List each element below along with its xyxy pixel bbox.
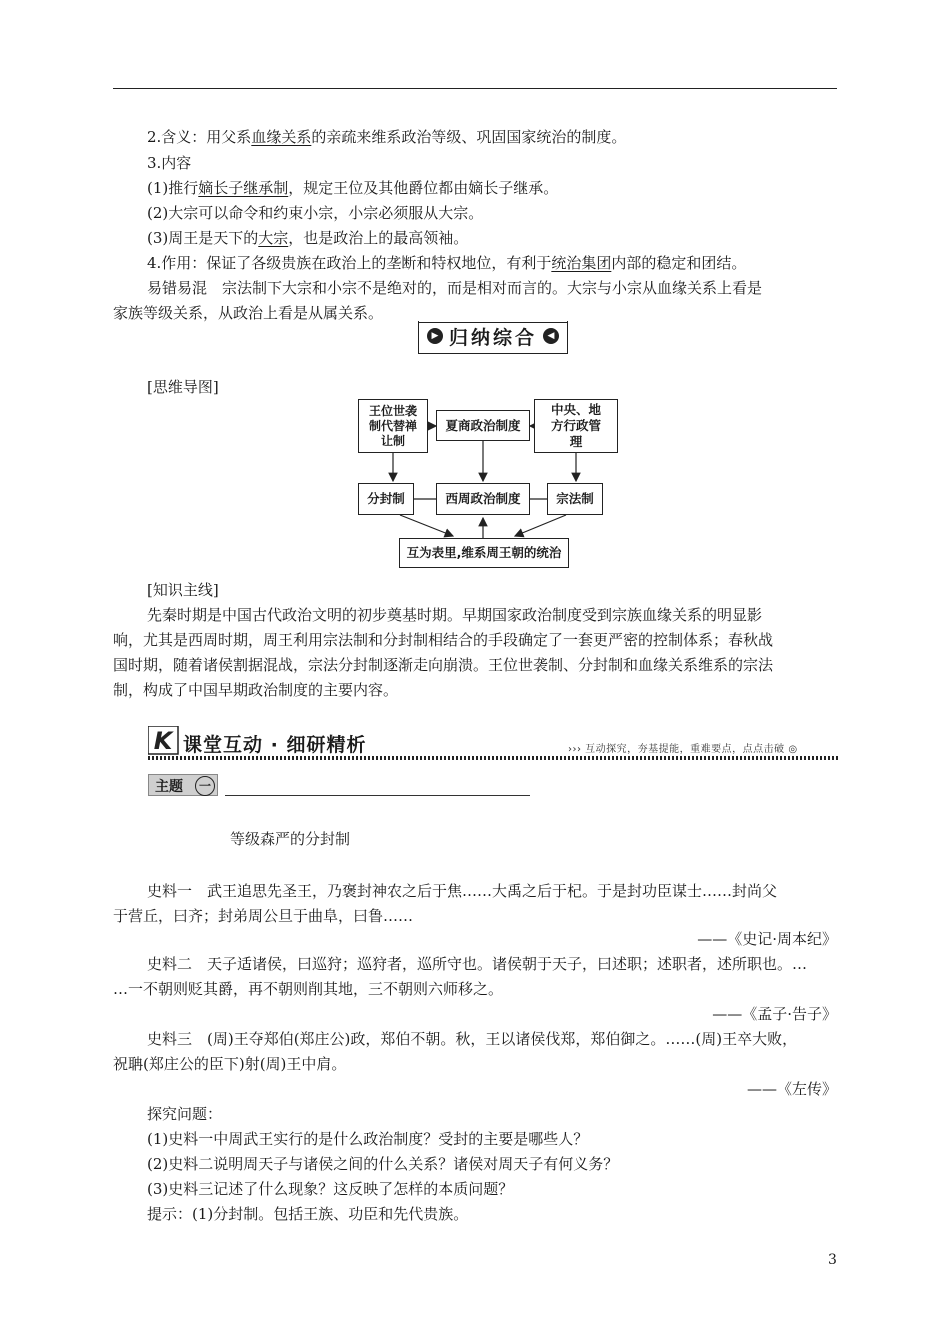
caution-line-1: 易错易混 宗法制下大宗和小宗不是绝对的，而是相对而言的。大宗与小宗从血缘关系上看是 [147, 279, 763, 297]
node-complement: 互为表里,维系周王朝的统治 [399, 538, 569, 568]
item1-prefix: (1)推行 [147, 179, 199, 197]
source-1-line-1: 史料一 武王追思先圣王，乃褒封神农之后于焦……大禹之后于杞。于是封功臣谋士……封尚父 [147, 882, 778, 900]
question-2: (2)史料二说明周天子与诸侯之间的什么关系？诸侯对周天子有何义务？ [147, 1155, 619, 1173]
section-logo-icon [148, 726, 180, 756]
knowledge-line-4: 制，构成了中国早期政治制度的主要内容。 [113, 681, 399, 699]
banner-title: 归纳综合 [448, 327, 537, 349]
theme-tag [148, 774, 218, 796]
section-title: 课堂互动 · 细研精析 [183, 734, 367, 756]
hint-line: 提示：(1)分封制。包括王族、功臣和先代贵族。 [147, 1205, 469, 1223]
source-2-line-2: …一不朝则贬其爵，再不朝则削其地，三不朝则六师移之。 [113, 980, 504, 998]
play-left-icon: ◀ [543, 328, 559, 344]
theme-number: 一 [195, 776, 215, 796]
item1-keyword: 嫡长子继承制 [198, 179, 289, 197]
knowledge-line-1: 先秦时期是中国古代政治文明的初步奠基时期。早期国家政治制度受到宗族血缘关系的明显影 [147, 606, 763, 624]
section-logo-letter: K [153, 727, 173, 755]
source-3-line-1: 史料三 (周)王夺郑伯(郑庄公)政，郑伯不朝。秋，王以诸侯伐郑，郑伯御之。……(周)王卒大败， [147, 1030, 798, 1048]
node-western-zhou: 西周政治制度 [436, 483, 530, 515]
node-fengjian: 分封制 [358, 483, 414, 515]
knowledge-line-3: 国时期，随着诸侯割据混战，宗法分封制逐渐走向崩溃。王位世袭制、分封制和血缘关系维系的宗法 [113, 656, 774, 674]
node-zongfa: 宗法制 [547, 483, 603, 515]
page-number: 3 [828, 1252, 837, 1268]
meaning-suffix: 的亲疏来维系政治等级、巩固国家统治的制度。 [311, 128, 627, 146]
arrow-n6-n7 [515, 515, 566, 536]
content-item-2: (2)大宗可以命令和约束小宗，小宗必须服从大宗。 [147, 204, 484, 222]
questions-heading: 探究问题： [147, 1105, 223, 1123]
mindmap-label: [思维导图] [147, 378, 219, 396]
content-heading: 3.内容 [147, 154, 192, 172]
play-right-icon: ▶ [427, 328, 443, 344]
effect-keyword: 统治集团 [551, 254, 612, 272]
effect-suffix: 内部的稳定和团结。 [611, 254, 747, 272]
source-2-line-1: 史料二 天子适诸侯，曰巡狩；巡狩者，巡所守也。诸侯朝于天子，曰述职；述职者，述所职也。… [147, 955, 808, 973]
source-2-citation: ——《孟子·告子》 [712, 1005, 837, 1023]
meaning-keyword: 血缘关系 [251, 128, 312, 146]
item3-keyword: 大宗 [258, 229, 289, 247]
question-1: (1)史料一中周武王实行的是什么政治制度？受封的主要是哪些人？ [147, 1130, 589, 1148]
theme-rule [225, 795, 530, 796]
question-3: (3)史料三记述了什么现象？这反映了怎样的本质问题？ [147, 1180, 514, 1198]
source-1-citation: ——《史记·周本纪》 [697, 930, 837, 948]
source-1-line-2: 于营丘，曰齐；封弟周公旦于曲阜，曰鲁…… [113, 907, 414, 925]
knowledge-line-2: 响，尤其是西周时期，周王利用宗法制和分封制相结合的手段确定了一套更严密的控制体系；春秋战 [113, 631, 774, 649]
theme-label: 主题 [155, 779, 183, 795]
item3-suffix: ，也是政治上的最高领袖。 [288, 229, 469, 247]
meaning-prefix: 2.含义：用父系 [147, 128, 252, 146]
item3-prefix: (3)周王是天下的 [147, 229, 259, 247]
source-3-line-2: 祝聃(郑庄公的臣下)射(周)王中肩。 [113, 1055, 347, 1073]
node-xia-shang: 夏商政治制度 [436, 410, 530, 441]
topic-title: 等级森严的分封制 [230, 830, 351, 848]
node-succession: 王位世袭制代替禅让制 [358, 399, 428, 453]
arrow-n4-n7 [400, 515, 453, 536]
caution-line-2: 家族等级关系，从政治上看是从属关系。 [113, 304, 384, 322]
item1-suffix: ，规定王位及其他爵位都由嫡长子继承。 [288, 179, 559, 197]
source-3-citation: ——《左传》 [746, 1080, 837, 1098]
node-admin: 中央、地方行政管理 [534, 399, 618, 453]
effect-prefix: 4.作用：保证了各级贵族在政治上的垄断和特权地位，有利于 [147, 254, 552, 272]
section-rule [148, 756, 838, 760]
section-subtitle: ››› 互动探究，夯基提能，重难要点，点点击破 ◎ [568, 744, 798, 755]
knowledge-label: [知识主线] [147, 581, 219, 599]
